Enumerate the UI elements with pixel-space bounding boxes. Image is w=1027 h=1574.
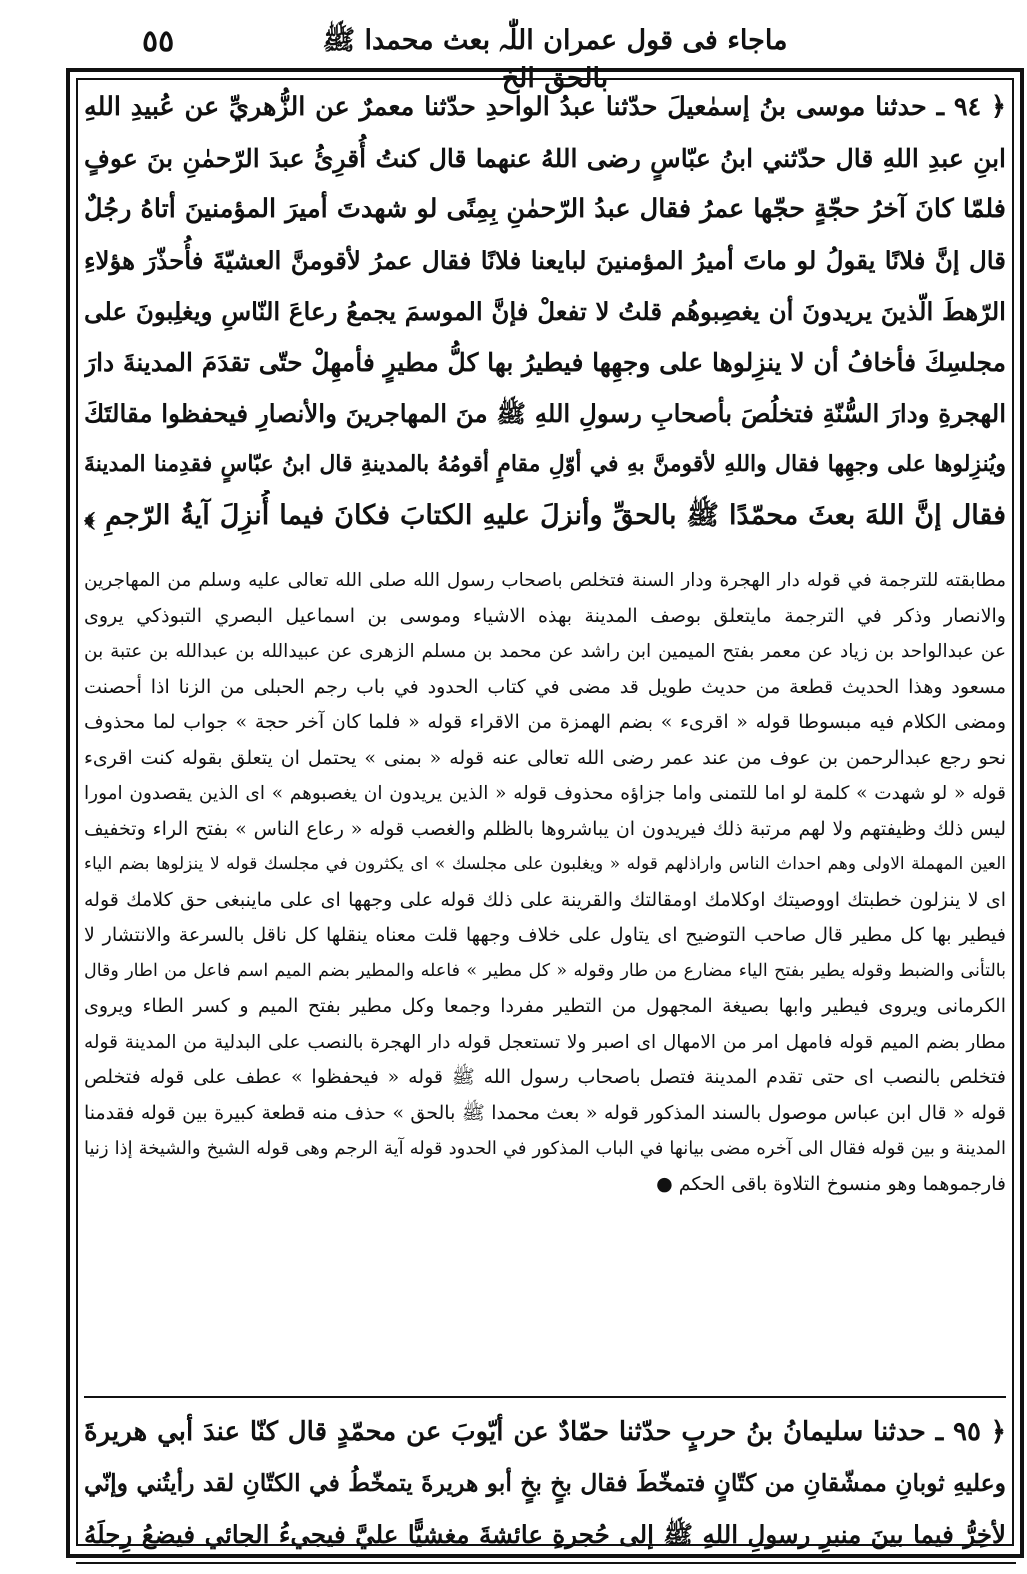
commentary-line: العين المهملة الاولى وهم احداث الناس واراذلهم قوله « ويغلبون على مجلسك » اى يكثرون في مجلسك قوله لا ينزلوها بضم الياء (84, 854, 1006, 874)
hadith-95-line: ﴿ ٩٥ ـ حدثنا سليمانُ بنُ حربٍ حدّثنا حمّادٌ عن أيّوبَ عن محمّدٍ قال كنّا عندَ أبي هريرةَ (84, 1417, 1006, 1447)
commentary-line: قوله « لو شهدت » كلمة لو اما للتمنى واما جزاؤه محذوف قوله « الذين يريدون ان يغصبوهم » اى الذين يقصدون امورا (84, 783, 1006, 804)
section-divider (84, 1396, 1006, 1398)
hadith-94-line: الرّهطَ الّذينَ يريدونَ أن يغصِبوهُم قلتُ لا تفعلْ فإنَّ الموسمَ يجمعُ رعاعَ النّاسِ ويغلِبونَ على (84, 297, 1006, 326)
commentary-line: ليس ذلك وظيفتهم ولا لهم مرتبة ذلك فيريدون ان يباشروها بالظلم والغصب قوله « رعاع الناس » بفتح الراء وتخفيف (84, 817, 1006, 840)
commentary-line: المدينة و بين قوله فقال الى آخره مضى بيانها في الباب المذكور في الحدود قوله آية الرجم وهى قوله الشيخ والشيخة إذا زنيا (84, 1138, 1006, 1159)
commentary-line: عن عبدالواحد بن زياد عن معمر بفتح الميمين ابن راشد عن محمد بن مسلم الزهرى عن عبيدالله بن عبدالله بن عتبة بن (84, 641, 1006, 662)
hadith-94-line: ﴿ ٩٤ ـ حدثنا موسى بنُ إسمٰعيلَ حدّثنا عبدُ الواحدِ حدّثنا معمرٌ عن الزُّهريِّ عن عُبيدِ اللهِ (84, 92, 1006, 122)
commentary-line: مسعود وهذا الحديث قطعة من حديث طويل قد مضى في كتاب الحدود في باب رجم الحبلى من الزنا اذا أحصنت (84, 675, 1006, 698)
hadith-94-line: ابنِ عبدِ اللهِ قال حدّثني ابنُ عبّاسٍ رضى اللهُ عنهما قال كنتُ أُقرِئُ عبدَ الرّحمٰنِ بنَ عوفٍ (84, 144, 1006, 173)
hadith-95-text (84, 1407, 1006, 1560)
page-number: ٥٥ (142, 24, 175, 59)
hadith-94-line: فلمّا كانَ آخرُ حجّةٍ حجّها عمرُ فقال عبدُ الرّحمٰنِ بِمِنًى لو شهدتَ أميرَ المؤمنينَ أتاهُ رجُلٌ (84, 194, 1006, 224)
commentary-line: فيطير بها كل مطير قال صاحب التوضيح اى يتاول على خلاف وجهها قلت معناه ينقلها كل ناقل بالسرعة والانتشار لا (84, 924, 1006, 946)
hadith-95-line: وعليهِ ثوبانِ ممشّقانِ من كتّانٍ فتمخّطَ فقال بخٍ بخٍ أبو هريرةَ يتمخّطُ في الكتّانِ لقد رأيتُني وإنّي (84, 1469, 1006, 1497)
page-header (70, 18, 1027, 94)
commentary-line: نحو رجع عبدالرحمن بن عوف من عند عمر رضى الله تعالى عنه قوله « بمنى » يحتمل ان يتعلق بقوله كنت اقرىء (84, 746, 1006, 769)
commentary-line: قوله « قال ابن عباس موصول بالسند المذكور قوله « بعث محمدا ﷺ بالحق » حذف منه قطعة كبيرة بين قوله فقدمنا (84, 1101, 1006, 1124)
hadith-95-line: لأخِرُّ فيما بينَ منبرِ رسولِ اللهِ ﷺ إلى حُجرةِ عائشةَ مغشيًّا عليَّ فيجيءُ الجائي فيضعُ رِجلَهُ (84, 1520, 1006, 1549)
commentary-line: مطار بضم الميم قوله فامهل امر من الامهال اى اصبر ولا تستعجل قوله دار الهجرة بالنصب على البدلية من المدينة قوله (84, 1031, 1006, 1053)
hadith-94-line: فقال إنَّ اللهَ بعثَ محمّدًا ﷺ بالحقِّ وأنزلَ عليهِ الكتابَ فكانَ فيما أُنزِلَ آيةُ الرّجمِ ﴾ (84, 500, 1006, 531)
hadith-94-line: الهجرةِ ودارَ السُّنّةِ فتخلُصَ بأصحابِ رسولِ اللهِ ﷺ منَ المهاجرينَ والأنصارِ فيحفظوا مقالتَكَ (84, 399, 1006, 428)
hadith-94-line: ويُنزِلوها على وجهِها فقال واللهِ لأقومنَّ بهِ في أوّلِ مقامٍ أقومُهُ بالمدينةِ قال ابنُ عبّاسٍ فقدِمنا المدينةَ (84, 451, 1006, 477)
commentary-line: الكرمانى ويروى فيطير وابها بصيغة المجهول من التطير مفردا وجمعا وكل مطير بفتح الميم و كسر الطاء ويروى (84, 995, 1006, 1017)
commentary-line: فتخلص بالنصب اى حتى تقدم المدينة فتصل باصحاب رسول الله ﷺ قوله « فيحفظوا » عطف على قوله فتخلص (84, 1066, 1006, 1088)
commentary-line: ومضى الكلام فيه مبسوطا قوله « اقرىء » بضم الهمزة من الاقراء قوله « فلما كان آخر حجة » جواب لما محذوف (84, 711, 1006, 733)
bottom-rule (76, 1562, 1016, 1564)
hadith-94-line: مجلسِكَ فأخافُ أن لا ينزِلوها على وجهِها فيطيرُ بها كلُّ مطيرٍ فأمهِلْ حتّى تقدَمَ المدينةَ دارَ (84, 348, 1006, 377)
running-title: ماجاء فی قول عمران اللّٰہ بعث محمدا ﷺ بالحق الخ (322, 25, 788, 94)
commentary-line: بالتأنى والضبط وقوله يطير بفتح الياء مضارع من طار وقوله « كل مطير » فاعله والمطير بضم الميم اسم فاعل من اطار وقال (84, 960, 1006, 981)
hadith-94-text (84, 82, 1006, 541)
commentary-line: والانصار وذكر في الترجمة مايتعلق بوصف المدينة بهذه الاشياء وموسى بن اسماعيل البصري التبوذكي يروى (84, 604, 1006, 627)
commentary-line: فارجموهما وهو منسوخ التلاوة باقى الحكم ● (656, 1172, 1006, 1195)
commentary-line: اى لا ينزلون خطبتك اووصيتك اوكلامك اومقالتك والقرينة على ذلك قوله على وجهها اى على ماينبغى حق كلامك قوله (84, 888, 1006, 911)
commentary-text (84, 563, 1006, 1202)
commentary-line: مطابقته للترجمة في قوله دار الهجرة ودار السنة فتخلص باصحاب رسول الله صلى الله تعالى عليه وسلم من المهاجرين (84, 570, 1006, 591)
hadith-94-line: قال إنَّ فلانًا يقولُ لو ماتَ أميرُ المؤمنينَ لبايعنا فلانًا فقال عمرُ لأقومنَّ العشيّةَ فأُحذّرَ هؤلاءِ (84, 246, 1006, 275)
